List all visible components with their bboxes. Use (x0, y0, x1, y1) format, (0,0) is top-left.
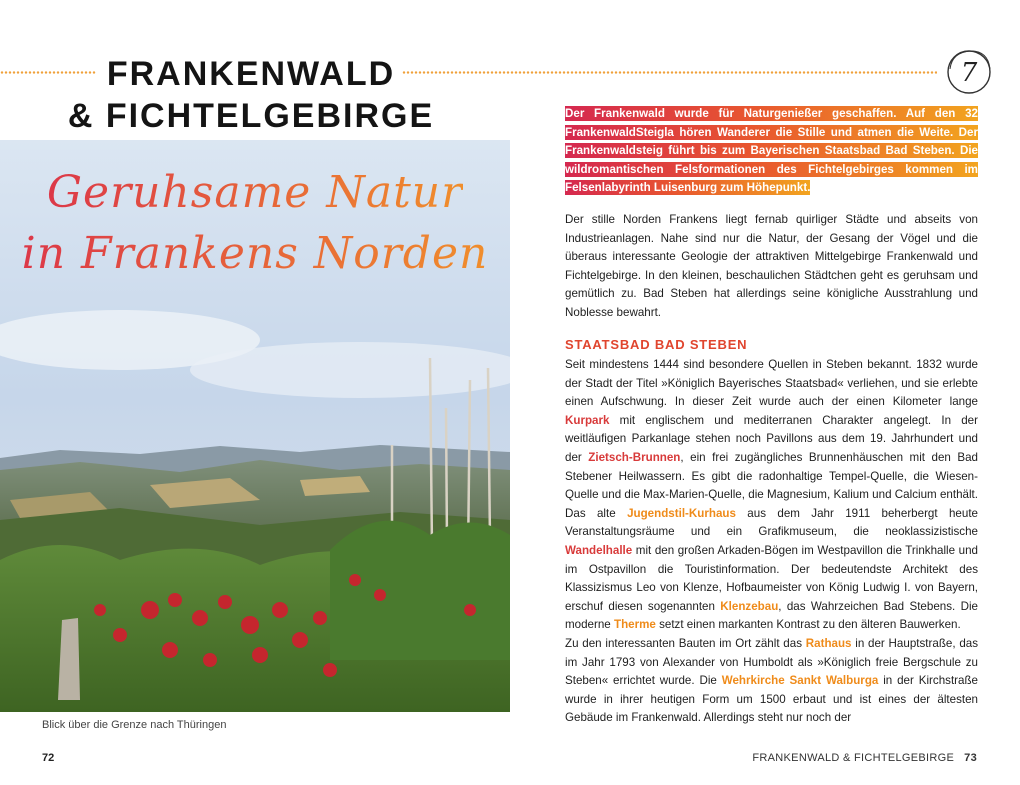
section-heading: STAATSBAD BAD STEBEN (565, 337, 748, 352)
body-paragraph-1: Der stille Norden Frankens liegt fernab quirliger Städte und abseits von Industrieanlagen. Nahe sind nur die Natur, der Gesang der Vögel und die überaus interessante Geologie der attraktiven Mittelgebirge Frankenwald und Fichtelgebirge. In den kleinen, beschaulichen Städtchen geht es geruhsam und gemütlich zu. Bad Steben hat allerdings seine königliche Ausstrahlung und Noblesse bewahrt. (565, 213, 978, 319)
highlight-kurpark: Kurpark (565, 413, 610, 427)
script-headline-line2: in Frankens Norden (21, 228, 489, 279)
page-number-left: 72 (42, 752, 55, 764)
page-number-right: 73 (964, 752, 977, 764)
highlight-therme: Therme (613, 618, 656, 632)
chapter-number: 7 (960, 58, 978, 88)
body-paragraph-2: Seit mindestens 1444 sind besondere Quellen in Steben bekannt. 1832 wurde der Stadt der Titel »Königlich Bayerisches Staatsbad« verliehen, und sie erlebte einen Aufschwung. In dieser Zeit wurde auch der einen Kilometer lange Kurpark mit englischem und mediterranen Charakter angelegt. In der weitläufigen Parkanlage stehen noch Pavillons aus dem 19. Jahrhundert und der Zietsch-Brunnen, ein frei zugängliches Brunnenhäuschen mit den Bad Stebener Heilwassern. Es gibt die radonhaltige Tempel-Quelle, die Wiesen-Quelle und die Max-Marien-Quelle, die Magnesium, Kalium und Calcium enthält. Das alte Jugendstil-Kurhaus aus dem Jahr 1911 beherbergt heute Veranstaltungsräume und ein Grafikmuseum, die neoklassizistische Wandelhalle mit den großen Arkaden-Bögen im Westpavillon die Trinkhalle und im Ostpavillon die Touristinformation. Der bedeutendste Architekt des Klassizismus Leo von Klenze, Hofbaumeister von König Ludwig I. von Bayern, erschuf diesen sogenannten Klenzebau, das Wahrzeichen Bad Stebens. Die moderne Therme setzt einen markanten Kontrast zu den älteren Bauwerken. Zu den interessanten Bauten im Ort zählt das Rathaus in der Hauptstraße, das im Jahr 1793 von Alexander von Humboldt als »Königlich freie Bergschule zu Steben« errichtet wurde. Die Wehrkirche Sankt Walburga in der Kirchstraße wurde in ihrer heutigen Form um 1500 erbaut und ist eines der ältesten Gebäude im Frankenwald. Allerdings steht nur noch der (565, 358, 979, 725)
page-title-line1: FRANKENWALD (106, 55, 396, 93)
highlight-zietsch-brunnen: Zietsch-Brunnen (588, 450, 681, 464)
highlight-wandelhalle: Wandelhalle (565, 543, 633, 557)
photo-caption: Blick über die Grenze nach Thüringen (42, 719, 227, 731)
script-headline-line1: Geruhsame Natur (46, 167, 464, 218)
page-title-line2: & FICHTELGEBIRGE (67, 97, 435, 135)
hand-drawn-circle-icon (944, 47, 994, 97)
dotted-rule-right (402, 71, 937, 74)
intro-paragraph: Der Frankenwald wurde für Naturgenießer geschaffen. Auf den 32 FrankenwaldSteigla hören Wanderer die Stille und atmen die Weite. Der Frankenwaldsteig führt bis zum Bayerischen Staatsbad Bad Steben. Die wildromantischen Felsformationen des Fichtelgebirges kommen im Felsenlabyrinth Luisenburg zum Höhepunkt. (565, 107, 978, 195)
running-head: FRANKENWALD & FICHTELGEBIRGE 73 (752, 752, 977, 764)
highlight-jugendstil-kurhaus: Jugendstil-Kurhaus (627, 506, 736, 520)
highlight-wehrkirche: Wehrkirche Sankt Walburga (721, 674, 879, 688)
chapter-number-badge (944, 47, 994, 97)
highlight-klenzebau: Klenzebau (720, 599, 779, 613)
highlight-rathaus: Rathaus (805, 636, 852, 650)
